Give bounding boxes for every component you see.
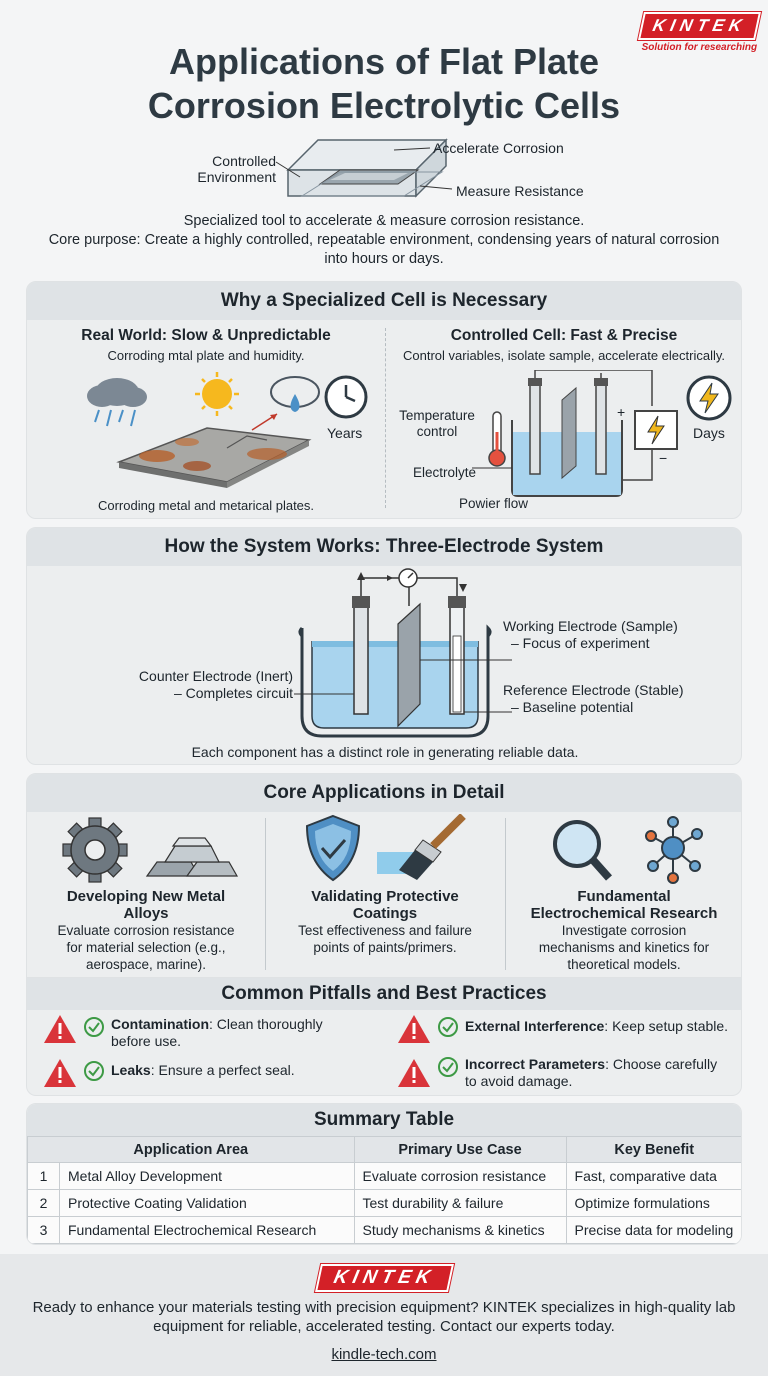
rain-cloud-icon <box>87 378 147 426</box>
pitfall-interference-bold: External Interference <box>465 1018 605 1034</box>
row-area: Protective Coating Validation <box>60 1190 355 1217</box>
working-electrode-title: Working Electrode (Sample) <box>503 618 678 634</box>
app-research-desc-1: Investigate corrosion <box>561 923 687 938</box>
power-supply-icon <box>634 410 678 450</box>
row-number: 1 <box>28 1163 60 1190</box>
hero-label-left-line-1: Controlled <box>212 153 276 169</box>
summary-col-area: Application Area <box>28 1137 355 1163</box>
table-row <box>28 1217 743 1244</box>
app-coatings-desc-1: Test effectiveness and failure <box>298 923 472 938</box>
check-circle-icon <box>83 1060 105 1082</box>
application-card-research <box>505 888 742 973</box>
app-coatings-title-2: Coatings <box>352 905 418 922</box>
why-left-title: Real World: Slow & Unpredictable <box>81 327 331 344</box>
pitfall-parameters-desc-2: to avoid damage. <box>465 1073 573 1089</box>
warning-icon <box>397 1058 431 1088</box>
lightning-icon <box>685 374 733 422</box>
app-alloys-title-2: Alloys <box>123 905 169 922</box>
hero-label-measure-resistance: Measure Resistance <box>456 183 584 199</box>
intro-line-1: Specialized tool to accelerate & measure corrosion resistance. <box>183 213 585 229</box>
flat-plate-cell-illustration <box>0 132 768 212</box>
working-electrode-label <box>503 618 678 652</box>
pitfall-parameters-desc: : Choose carefully <box>605 1056 718 1072</box>
check-circle-icon <box>83 1016 105 1038</box>
humidity-cloud-icon <box>271 377 319 412</box>
pitfalls-heading: Common Pitfalls and Best Practices <box>27 978 741 1010</box>
pitfall-contamination-desc-2: before use. <box>111 1033 182 1049</box>
applications-panel <box>26 773 742 978</box>
why-right-title: Controlled Cell: Fast & Precise <box>450 327 678 344</box>
shield-check-icon <box>307 816 359 880</box>
hero-label-left-line-2: Environment <box>197 169 276 185</box>
pitfall-contamination <box>43 1014 323 1050</box>
row-benefit: Fast, comparative data <box>566 1163 742 1190</box>
check-circle-icon <box>437 1056 459 1078</box>
page-title <box>0 40 768 128</box>
footer-logo-badge: KINTEK <box>315 1264 454 1292</box>
shield-and-brush-icon <box>303 814 473 884</box>
footer-cta: Ready to enhance your materials testing with precision equipment? KINTEK specializes in high-quality lab equipment for reliable, accelerated testing. Contact our experts today. <box>32 1299 736 1335</box>
application-card-alloys <box>27 888 265 973</box>
row-number: 2 <box>28 1190 60 1217</box>
counter-electrode-label <box>87 668 293 702</box>
pitfall-contamination-text <box>111 1016 323 1050</box>
intro-line-2: Core purpose: Create a highly controlled, repeatable environment, condensing years of natural corrosion into hours or days. <box>48 232 720 267</box>
pitfall-interference-desc: : Keep setup stable. <box>604 1018 729 1034</box>
pitfall-leaks-text <box>111 1062 295 1079</box>
summary-header-row <box>28 1137 743 1163</box>
why-right-subtitle: Control variables, isolate sample, accelerate electrically. <box>402 348 725 363</box>
three-electrode-diagram <box>292 566 512 742</box>
application-card-coatings <box>265 888 505 956</box>
warning-icon <box>43 1014 77 1044</box>
pitfall-parameters-bold: Incorrect Parameters <box>465 1056 606 1072</box>
why-panel <box>26 281 742 519</box>
footer <box>0 1254 768 1376</box>
check-circle-icon <box>437 1016 459 1038</box>
why-left-caption: Corroding metal and metarical plates. <box>97 498 315 513</box>
thermometer-icon <box>487 410 507 470</box>
pitfall-leaks-desc: : Ensure a perfect seal. <box>150 1062 295 1078</box>
gear-and-ingots-icon <box>61 816 241 886</box>
row-area: Metal Alloy Development <box>60 1163 355 1190</box>
magnifier-and-molecule-icon <box>543 814 713 886</box>
app-alloys-desc-2: for material selection (e.g., <box>66 940 226 955</box>
row-use: Test durability & failure <box>354 1190 566 1217</box>
table-row <box>28 1163 743 1190</box>
applications-heading: Core Applications in Detail <box>27 774 741 812</box>
row-use: Study mechanisms & kinetics <box>354 1217 566 1244</box>
gear-icon <box>63 818 127 882</box>
app-coatings-desc-2: points of paints/primers. <box>313 940 457 955</box>
summary-heading: Summary Table <box>27 1104 741 1136</box>
metal-ingots-icon <box>147 838 237 876</box>
how-caption: Each component has a distinct role in generating reliable data. <box>191 744 579 760</box>
real-world-corrosion-illustration <box>77 370 357 490</box>
temperature-label-line-2: control <box>416 424 458 439</box>
summary-col-benefit: Key Benefit <box>566 1137 742 1163</box>
sun-icon <box>195 372 239 416</box>
why-left-subtitle: Corroding mtal plate and humidity. <box>107 348 305 363</box>
row-benefit: Precise data for modeling <box>566 1217 742 1244</box>
how-heading: How the System Works: Three-Electrode System <box>27 528 741 566</box>
row-benefit: Optimize formulations <box>566 1190 742 1217</box>
app-alloys-desc-1: Evaluate corrosion resistance <box>57 923 235 938</box>
pitfall-interference-text <box>465 1018 728 1035</box>
brand-logo-badge: KINTEK <box>638 12 761 40</box>
temperature-label-line-1: Temperature <box>399 408 475 423</box>
power-plus-sign: + <box>617 404 626 420</box>
app-research-desc-3: theoretical models. <box>567 957 681 972</box>
page-title-line-2: Corrosion Electrolytic Cells <box>147 85 621 126</box>
working-electrode-desc: – Focus of experiment <box>511 635 650 651</box>
pitfall-contamination-desc: : Clean thoroughly <box>209 1016 323 1032</box>
power-flow-label: Powier flow <box>459 496 529 511</box>
warning-icon <box>397 1014 431 1044</box>
row-area: Fundamental Electrochemical Research <box>60 1217 355 1244</box>
footer-website-link[interactable]: kindle-tech.com <box>331 1346 437 1363</box>
power-minus-sign: − <box>659 450 668 466</box>
intro-text <box>40 212 728 269</box>
magnifying-glass-icon <box>555 822 609 878</box>
app-alloys-desc-3: aerospace, marine). <box>85 957 207 972</box>
app-research-title-1: Fundamental <box>577 888 671 905</box>
app-research-title-2: Electrochemical Research <box>530 905 718 922</box>
reference-electrode-title: Reference Electrode (Stable) <box>503 682 684 698</box>
reference-electrode-desc: – Baseline potential <box>511 699 634 715</box>
app-research-desc-2: mechanisms and kinetics for <box>538 940 710 955</box>
reference-electrode-label <box>503 682 684 716</box>
summary-panel <box>26 1103 742 1245</box>
electrolyte-label: Electrolyte <box>413 465 477 480</box>
pitfall-contamination-bold: Contamination <box>111 1016 209 1032</box>
molecule-icon <box>646 817 702 883</box>
pitfalls-panel <box>26 978 742 1096</box>
pitfall-external-interference <box>397 1014 728 1044</box>
summary-col-use: Primary Use Case <box>354 1137 566 1163</box>
row-use: Evaluate corrosion resistance <box>354 1163 566 1190</box>
counter-electrode-desc: – Completes circuit <box>173 685 293 701</box>
app-alloys-title-1: Developing New Metal <box>66 888 226 905</box>
pitfall-leaks <box>43 1058 295 1088</box>
hero-label-controlled-environment <box>197 153 276 185</box>
pitfall-parameters-text <box>465 1056 717 1090</box>
years-label: Years <box>327 425 363 441</box>
warning-icon <box>43 1058 77 1088</box>
summary-table <box>27 1136 742 1244</box>
clock-icon <box>323 374 369 420</box>
app-coatings-title-1: Validating Protective <box>311 888 459 905</box>
temperature-control-label <box>387 408 487 440</box>
why-heading: Why a Specialized Cell is Necessary <box>27 282 741 320</box>
days-label: Days <box>693 425 725 441</box>
page-title-line-1: Applications of Flat Plate <box>168 41 600 82</box>
pitfall-leaks-bold: Leaks <box>111 1062 151 1078</box>
footer-logo[interactable] <box>318 1264 451 1292</box>
paint-brush-icon <box>377 816 463 880</box>
row-number: 3 <box>28 1217 60 1244</box>
table-row <box>28 1190 743 1217</box>
counter-electrode-title: Counter Electrode (Inert) <box>138 668 293 684</box>
how-panel <box>26 527 742 765</box>
pitfall-incorrect-parameters <box>397 1054 717 1090</box>
hero-label-accelerate-corrosion: Accelerate Corrosion <box>433 140 564 156</box>
brand-tagline: Solution for researching <box>641 42 758 53</box>
